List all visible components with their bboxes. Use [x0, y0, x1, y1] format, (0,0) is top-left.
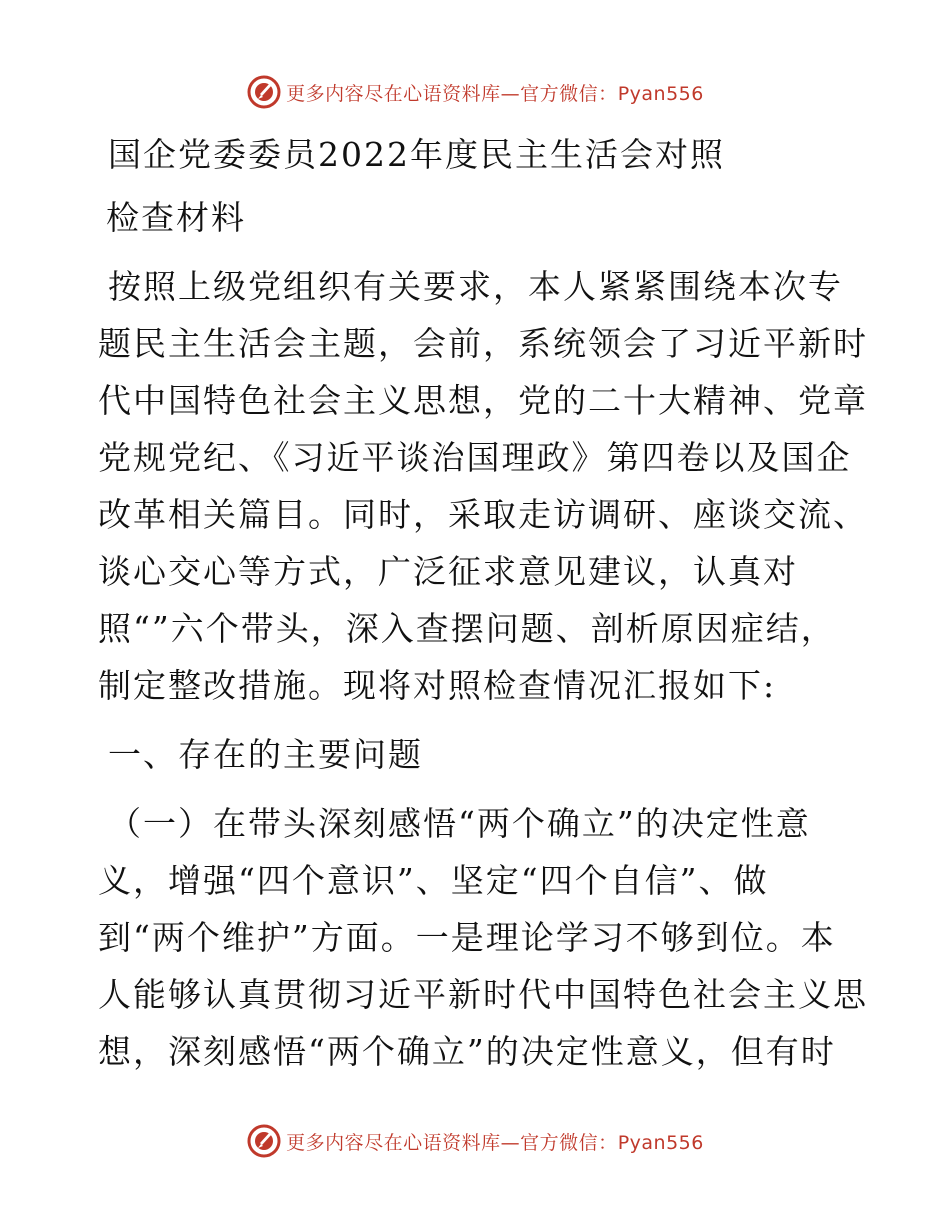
watermark-site: 更多内容尽在心语资料库 — [286, 82, 501, 105]
watermark-site: 更多内容尽在心语资料库 — [286, 1131, 501, 1154]
intro-paragraph — [98, 258, 868, 714]
intro-line: 题民主生活会主题，会前，系统领会了习近平新时 — [98, 324, 868, 363]
watermark-banner-bottom — [0, 1121, 950, 1161]
intro-line: 按照上级党组织有关要求，本人紧紧围绕本次专 — [108, 267, 843, 306]
watermark-dash: — — [500, 1131, 521, 1154]
intro-line: 照“”六个带头，深入查摆问题、剖析原因症结， — [98, 609, 836, 648]
watermark-banner-top — [0, 72, 950, 112]
brand-logo-icon — [246, 74, 282, 110]
intro-line: 制定整改措施。现将对照检查情况汇报如下: — [98, 666, 777, 705]
intro-line: 改革相关篇目。同时，采取走访调研、座谈交流、 — [98, 495, 868, 534]
section-line: 想，深刻感悟“两个确立”的决定性意义，但有时 — [98, 1032, 836, 1071]
intro-line: 党规党纪、《习近平谈治国理政》第四卷以及国企 — [98, 438, 852, 477]
document-title-line-2: 检查材料 — [106, 198, 246, 237]
section-line: 到“两个维护”方面。一是理论学习不够到位。本 — [98, 918, 836, 957]
section-heading: 一、存在的主要问题 — [108, 735, 423, 774]
watermark-wechat-label: 官方微信： — [520, 1131, 618, 1154]
watermark-wechat-id: Pyan556 — [617, 1131, 704, 1154]
section-line: 义，增强“四个意识”、坚定“四个自信”、做 — [98, 861, 769, 900]
watermark-text — [286, 79, 704, 106]
document-page — [98, 122, 868, 1080]
brand-logo-icon — [246, 1123, 282, 1159]
watermark-wechat-id: Pyan556 — [617, 82, 704, 105]
document-title-line-1: 国企党委委员2022年度民主生活会对照 — [108, 135, 725, 174]
intro-line: 谈心交心等方式，广泛征求意见建议，认真对 — [98, 552, 798, 591]
section-line: 人能够认真贯彻习近平新时代中国特色社会主义思 — [98, 975, 868, 1014]
intro-line: 代中国特色社会主义思想，党的二十大精神、党章 — [98, 381, 868, 420]
watermark-text — [286, 1128, 704, 1155]
section-1 — [98, 726, 858, 783]
section-1-paragraph — [98, 795, 868, 1080]
watermark-wechat-label: 官方微信： — [520, 82, 618, 105]
section-line: （一）在带头深刻感悟“两个确立”的决定性意 — [108, 804, 811, 843]
watermark-dash: — — [500, 82, 521, 105]
